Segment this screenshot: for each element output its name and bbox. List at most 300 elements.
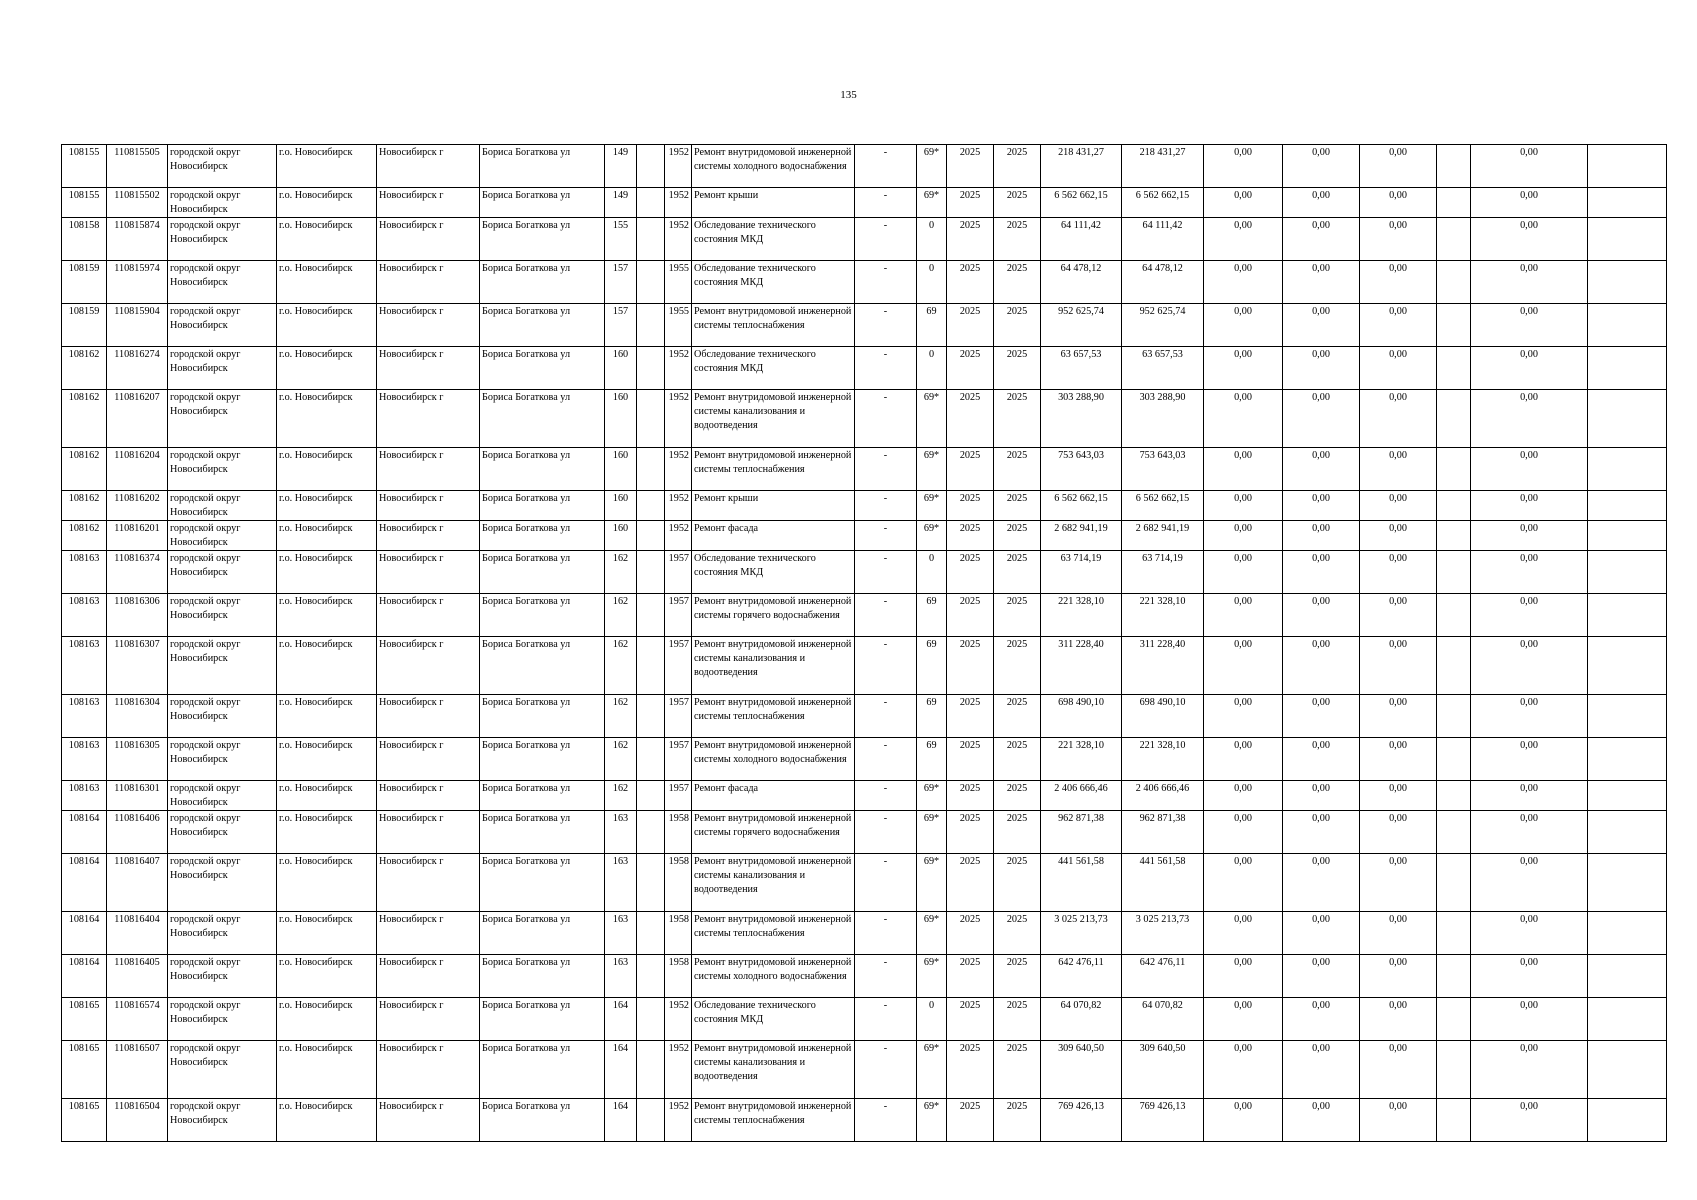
cell-okrug: городской округ Новосибирск — [168, 998, 277, 1041]
cell-zero-3: 0,00 — [1360, 551, 1437, 594]
cell-city: Новосибирск г — [377, 781, 480, 811]
cell-street: Бориса Богаткова ул — [480, 955, 605, 998]
cell-year-start: 2025 — [947, 1041, 994, 1099]
cell-year-end: 2025 — [994, 218, 1041, 261]
cell-zero-4: 0,00 — [1471, 998, 1588, 1041]
cell-work-type: Ремонт внутридомовой инженерной системы теплоснабжения — [692, 304, 855, 347]
cell-municipality: г.о. Новосибирск — [277, 448, 377, 491]
cell-id: 108163 — [62, 637, 107, 695]
cell-year-end: 2025 — [994, 448, 1041, 491]
cell-dash: - — [855, 811, 917, 854]
table-row — [62, 854, 1667, 912]
table-row — [62, 811, 1667, 854]
cell-code: 110816202 — [107, 491, 168, 521]
table-row — [62, 188, 1667, 218]
cell-empty — [637, 637, 665, 695]
cell-empty — [1588, 637, 1667, 695]
cell-zero-2: 0,00 — [1283, 637, 1360, 695]
cell-house: 164 — [605, 998, 637, 1041]
cell-dash: - — [855, 637, 917, 695]
cell-wear: 69* — [917, 1099, 947, 1142]
cell-zero-1: 0,00 — [1204, 854, 1283, 912]
cell-code: 110815874 — [107, 218, 168, 261]
cell-year-end: 2025 — [994, 347, 1041, 390]
cell-year-start: 2025 — [947, 521, 994, 551]
cell-empty — [1437, 1041, 1471, 1099]
cell-dash: - — [855, 854, 917, 912]
cell-empty — [1588, 145, 1667, 188]
cell-city: Новосибирск г — [377, 304, 480, 347]
cell-year-start: 2025 — [947, 637, 994, 695]
cell-okrug: городской округ Новосибирск — [168, 1099, 277, 1142]
cell-wear: 69* — [917, 955, 947, 998]
cell-city: Новосибирск г — [377, 637, 480, 695]
cell-zero-4: 0,00 — [1471, 1099, 1588, 1142]
cell-city: Новосибирск г — [377, 521, 480, 551]
cell-municipality: г.о. Новосибирск — [277, 551, 377, 594]
cell-zero-4: 0,00 — [1471, 261, 1588, 304]
cell-house: 162 — [605, 637, 637, 695]
cell-empty — [637, 448, 665, 491]
cell-zero-4: 0,00 — [1471, 448, 1588, 491]
cell-dash: - — [855, 551, 917, 594]
cell-work-type: Ремонт внутридомовой инженерной системы канализования и водоотведения — [692, 1041, 855, 1099]
cell-work-type: Обследование технического состояния МКД — [692, 261, 855, 304]
cell-zero-3: 0,00 — [1360, 594, 1437, 637]
cell-zero-4: 0,00 — [1471, 738, 1588, 781]
cell-year: 1952 — [665, 1099, 692, 1142]
cell-work-type: Ремонт внутридомовой инженерной системы теплоснабжения — [692, 448, 855, 491]
cell-city: Новосибирск г — [377, 218, 480, 261]
cell-wear: 69* — [917, 781, 947, 811]
cell-cost-fund: 221 328,10 — [1122, 738, 1204, 781]
cell-zero-3: 0,00 — [1360, 781, 1437, 811]
cell-year-start: 2025 — [947, 811, 994, 854]
cell-zero-4: 0,00 — [1471, 491, 1588, 521]
cell-empty — [1437, 695, 1471, 738]
cell-cost-total: 303 288,90 — [1041, 390, 1122, 448]
cell-year-start: 2025 — [947, 781, 994, 811]
cell-street: Бориса Богаткова ул — [480, 448, 605, 491]
cell-zero-1: 0,00 — [1204, 955, 1283, 998]
cell-zero-2: 0,00 — [1283, 261, 1360, 304]
cell-city: Новосибирск г — [377, 551, 480, 594]
cell-cost-fund: 311 228,40 — [1122, 637, 1204, 695]
cell-okrug: городской округ Новосибирск — [168, 218, 277, 261]
cell-year: 1952 — [665, 1041, 692, 1099]
cell-okrug: городской округ Новосибирск — [168, 955, 277, 998]
cell-empty — [1437, 738, 1471, 781]
cell-wear: 69* — [917, 491, 947, 521]
cell-wear: 69* — [917, 811, 947, 854]
cell-year: 1952 — [665, 491, 692, 521]
cell-street: Бориса Богаткова ул — [480, 188, 605, 218]
cell-house: 149 — [605, 145, 637, 188]
cell-dash: - — [855, 390, 917, 448]
table-row — [62, 1041, 1667, 1099]
cell-cost-fund: 962 871,38 — [1122, 811, 1204, 854]
cell-okrug: городской округ Новосибирск — [168, 854, 277, 912]
cell-empty — [637, 1099, 665, 1142]
cell-zero-1: 0,00 — [1204, 594, 1283, 637]
cell-empty — [1437, 955, 1471, 998]
cell-okrug: городской округ Новосибирск — [168, 390, 277, 448]
cell-dash: - — [855, 188, 917, 218]
cell-dash: - — [855, 218, 917, 261]
cell-municipality: г.о. Новосибирск — [277, 491, 377, 521]
cell-year-start: 2025 — [947, 551, 994, 594]
cell-street: Бориса Богаткова ул — [480, 218, 605, 261]
cell-street: Бориса Богаткова ул — [480, 304, 605, 347]
cell-cost-total: 63 657,53 — [1041, 347, 1122, 390]
cell-municipality: г.о. Новосибирск — [277, 188, 377, 218]
cell-cost-fund: 2 406 666,46 — [1122, 781, 1204, 811]
cell-okrug: городской округ Новосибирск — [168, 347, 277, 390]
cell-empty — [1588, 912, 1667, 955]
cell-id: 108162 — [62, 448, 107, 491]
cell-cost-total: 3 025 213,73 — [1041, 912, 1122, 955]
cell-dash: - — [855, 1099, 917, 1142]
cell-zero-1: 0,00 — [1204, 781, 1283, 811]
cell-zero-2: 0,00 — [1283, 188, 1360, 218]
cell-empty — [1437, 912, 1471, 955]
cell-street: Бориса Богаткова ул — [480, 347, 605, 390]
cell-empty — [1437, 347, 1471, 390]
cell-empty — [637, 811, 665, 854]
cell-zero-3: 0,00 — [1360, 854, 1437, 912]
cell-year: 1952 — [665, 347, 692, 390]
cell-cost-fund: 6 562 662,15 — [1122, 491, 1204, 521]
cell-code: 110816304 — [107, 695, 168, 738]
cell-cost-total: 952 625,74 — [1041, 304, 1122, 347]
cell-municipality: г.о. Новосибирск — [277, 854, 377, 912]
table-row — [62, 637, 1667, 695]
cell-dash: - — [855, 738, 917, 781]
table-body — [62, 145, 1667, 1142]
cell-year-end: 2025 — [994, 695, 1041, 738]
cell-code: 110816274 — [107, 347, 168, 390]
cell-municipality: г.о. Новосибирск — [277, 261, 377, 304]
cell-municipality: г.о. Новосибирск — [277, 955, 377, 998]
table-row — [62, 304, 1667, 347]
cell-city: Новосибирск г — [377, 1099, 480, 1142]
cell-work-type: Ремонт крыши — [692, 491, 855, 521]
cell-cost-fund: 63 714,19 — [1122, 551, 1204, 594]
cell-house: 162 — [605, 781, 637, 811]
cell-empty — [1437, 448, 1471, 491]
table-row — [62, 1099, 1667, 1142]
cell-year: 1957 — [665, 738, 692, 781]
cell-cost-total: 221 328,10 — [1041, 738, 1122, 781]
cell-zero-1: 0,00 — [1204, 491, 1283, 521]
cell-house: 164 — [605, 1041, 637, 1099]
cell-year-start: 2025 — [947, 145, 994, 188]
cell-empty — [1437, 781, 1471, 811]
cell-zero-4: 0,00 — [1471, 637, 1588, 695]
cell-city: Новосибирск г — [377, 390, 480, 448]
cell-code: 110816305 — [107, 738, 168, 781]
cell-cost-total: 311 228,40 — [1041, 637, 1122, 695]
cell-empty — [637, 781, 665, 811]
cell-work-type: Ремонт внутридомовой инженерной системы канализования и водоотведения — [692, 390, 855, 448]
cell-house: 160 — [605, 347, 637, 390]
cell-dash: - — [855, 998, 917, 1041]
cell-house: 164 — [605, 1099, 637, 1142]
cell-cost-total: 2 406 666,46 — [1041, 781, 1122, 811]
cell-code: 110815904 — [107, 304, 168, 347]
table-row — [62, 594, 1667, 637]
cell-empty — [1588, 955, 1667, 998]
cell-municipality: г.о. Новосибирск — [277, 811, 377, 854]
table-row — [62, 955, 1667, 998]
cell-house: 163 — [605, 811, 637, 854]
cell-cost-total: 962 871,38 — [1041, 811, 1122, 854]
cell-cost-total: 221 328,10 — [1041, 594, 1122, 637]
cell-wear: 69* — [917, 448, 947, 491]
cell-okrug: городской округ Новосибирск — [168, 912, 277, 955]
cell-id: 108165 — [62, 1099, 107, 1142]
cell-city: Новосибирск г — [377, 145, 480, 188]
cell-street: Бориса Богаткова ул — [480, 738, 605, 781]
cell-empty — [637, 998, 665, 1041]
cell-street: Бориса Богаткова ул — [480, 854, 605, 912]
cell-year-end: 2025 — [994, 781, 1041, 811]
cell-city: Новосибирск г — [377, 491, 480, 521]
cell-zero-1: 0,00 — [1204, 738, 1283, 781]
cell-zero-2: 0,00 — [1283, 854, 1360, 912]
cell-street: Бориса Богаткова ул — [480, 390, 605, 448]
cell-zero-3: 0,00 — [1360, 347, 1437, 390]
cell-zero-2: 0,00 — [1283, 304, 1360, 347]
cell-dash: - — [855, 145, 917, 188]
cell-house: 155 — [605, 218, 637, 261]
cell-zero-4: 0,00 — [1471, 390, 1588, 448]
cell-street: Бориса Богаткова ул — [480, 261, 605, 304]
table-row — [62, 261, 1667, 304]
cell-id: 108163 — [62, 551, 107, 594]
cell-empty — [1588, 304, 1667, 347]
cell-dash: - — [855, 491, 917, 521]
cell-empty — [637, 594, 665, 637]
cell-empty — [1588, 695, 1667, 738]
cell-empty — [637, 912, 665, 955]
cell-year: 1958 — [665, 955, 692, 998]
cell-municipality: г.о. Новосибирск — [277, 145, 377, 188]
cell-year: 1957 — [665, 637, 692, 695]
table-row — [62, 521, 1667, 551]
cell-house: 160 — [605, 390, 637, 448]
cell-street: Бориса Богаткова ул — [480, 781, 605, 811]
cell-house: 162 — [605, 695, 637, 738]
cell-zero-4: 0,00 — [1471, 218, 1588, 261]
cell-zero-2: 0,00 — [1283, 781, 1360, 811]
cell-work-type: Ремонт крыши — [692, 188, 855, 218]
cell-empty — [1437, 145, 1471, 188]
cell-year-end: 2025 — [994, 1041, 1041, 1099]
cell-cost-total: 2 682 941,19 — [1041, 521, 1122, 551]
cell-cost-fund: 64 111,42 — [1122, 218, 1204, 261]
cell-street: Бориса Богаткова ул — [480, 551, 605, 594]
cell-cost-fund: 63 657,53 — [1122, 347, 1204, 390]
cell-code: 110816406 — [107, 811, 168, 854]
cell-empty — [637, 390, 665, 448]
cell-zero-1: 0,00 — [1204, 188, 1283, 218]
cell-cost-total: 218 431,27 — [1041, 145, 1122, 188]
cell-cost-total: 769 426,13 — [1041, 1099, 1122, 1142]
cell-zero-2: 0,00 — [1283, 955, 1360, 998]
cell-empty — [637, 695, 665, 738]
cell-municipality: г.о. Новосибирск — [277, 218, 377, 261]
cell-wear: 69 — [917, 738, 947, 781]
cell-zero-4: 0,00 — [1471, 347, 1588, 390]
cell-cost-fund: 218 431,27 — [1122, 145, 1204, 188]
cell-work-type: Ремонт внутридомовой инженерной системы канализования и водоотведения — [692, 854, 855, 912]
cell-okrug: городской округ Новосибирск — [168, 188, 277, 218]
cell-id: 108162 — [62, 521, 107, 551]
cell-city: Новосибирск г — [377, 347, 480, 390]
cell-city: Новосибирск г — [377, 1041, 480, 1099]
cell-year-end: 2025 — [994, 738, 1041, 781]
cell-street: Бориса Богаткова ул — [480, 145, 605, 188]
cell-zero-3: 0,00 — [1360, 1099, 1437, 1142]
cell-cost-fund: 642 476,11 — [1122, 955, 1204, 998]
cell-empty — [1588, 491, 1667, 521]
cell-id: 108162 — [62, 390, 107, 448]
cell-empty — [1588, 998, 1667, 1041]
cell-zero-2: 0,00 — [1283, 390, 1360, 448]
cell-year: 1957 — [665, 695, 692, 738]
cell-cost-total: 64 478,12 — [1041, 261, 1122, 304]
table-row — [62, 218, 1667, 261]
cell-year-start: 2025 — [947, 390, 994, 448]
cell-work-type: Ремонт внутридомовой инженерной системы холодного водоснабжения — [692, 955, 855, 998]
cell-zero-2: 0,00 — [1283, 491, 1360, 521]
cell-work-type: Ремонт внутридомовой инженерной системы теплоснабжения — [692, 912, 855, 955]
cell-wear: 69* — [917, 521, 947, 551]
capital-repair-table — [61, 144, 1667, 1142]
cell-municipality: г.о. Новосибирск — [277, 594, 377, 637]
cell-zero-4: 0,00 — [1471, 145, 1588, 188]
cell-street: Бориса Богаткова ул — [480, 998, 605, 1041]
cell-municipality: г.о. Новосибирск — [277, 347, 377, 390]
cell-zero-2: 0,00 — [1283, 738, 1360, 781]
cell-house: 157 — [605, 261, 637, 304]
cell-zero-1: 0,00 — [1204, 637, 1283, 695]
cell-work-type: Ремонт внутридомовой инженерной системы холодного водоснабжения — [692, 738, 855, 781]
cell-empty — [637, 261, 665, 304]
cell-house: 160 — [605, 491, 637, 521]
cell-city: Новосибирск г — [377, 188, 480, 218]
cell-code: 110816307 — [107, 637, 168, 695]
table-row — [62, 738, 1667, 781]
cell-wear: 69* — [917, 912, 947, 955]
cell-cost-fund: 698 490,10 — [1122, 695, 1204, 738]
cell-year-end: 2025 — [994, 145, 1041, 188]
cell-okrug: городской округ Новосибирск — [168, 637, 277, 695]
cell-id: 108159 — [62, 261, 107, 304]
cell-empty — [637, 304, 665, 347]
table-row — [62, 491, 1667, 521]
cell-year-end: 2025 — [994, 637, 1041, 695]
cell-zero-2: 0,00 — [1283, 998, 1360, 1041]
cell-cost-fund: 3 025 213,73 — [1122, 912, 1204, 955]
cell-cost-total: 753 643,03 — [1041, 448, 1122, 491]
cell-empty — [1437, 594, 1471, 637]
cell-cost-fund: 303 288,90 — [1122, 390, 1204, 448]
cell-empty — [1437, 521, 1471, 551]
cell-zero-1: 0,00 — [1204, 145, 1283, 188]
cell-cost-fund: 441 561,58 — [1122, 854, 1204, 912]
cell-street: Бориса Богаткова ул — [480, 637, 605, 695]
cell-wear: 0 — [917, 218, 947, 261]
cell-zero-4: 0,00 — [1471, 781, 1588, 811]
cell-empty — [1437, 261, 1471, 304]
table-row — [62, 145, 1667, 188]
cell-house: 163 — [605, 912, 637, 955]
cell-empty — [1437, 637, 1471, 695]
cell-cost-total: 642 476,11 — [1041, 955, 1122, 998]
cell-dash: - — [855, 304, 917, 347]
cell-year-start: 2025 — [947, 491, 994, 521]
cell-cost-total: 698 490,10 — [1041, 695, 1122, 738]
cell-okrug: городской округ Новосибирск — [168, 695, 277, 738]
cell-wear: 69 — [917, 304, 947, 347]
cell-wear: 0 — [917, 347, 947, 390]
cell-code: 110816405 — [107, 955, 168, 998]
cell-empty — [1588, 781, 1667, 811]
cell-empty — [1588, 188, 1667, 218]
cell-municipality: г.о. Новосибирск — [277, 1099, 377, 1142]
cell-year: 1958 — [665, 811, 692, 854]
cell-street: Бориса Богаткова ул — [480, 912, 605, 955]
cell-dash: - — [855, 521, 917, 551]
cell-year-end: 2025 — [994, 912, 1041, 955]
cell-dash: - — [855, 955, 917, 998]
cell-id: 108159 — [62, 304, 107, 347]
cell-zero-2: 0,00 — [1283, 1041, 1360, 1099]
cell-year: 1952 — [665, 145, 692, 188]
cell-wear: 69* — [917, 145, 947, 188]
cell-zero-3: 0,00 — [1360, 912, 1437, 955]
cell-house: 162 — [605, 594, 637, 637]
cell-work-type: Ремонт внутридомовой инженерной системы канализования и водоотведения — [692, 637, 855, 695]
cell-cost-fund: 221 328,10 — [1122, 594, 1204, 637]
cell-empty — [1588, 1099, 1667, 1142]
cell-year: 1952 — [665, 448, 692, 491]
cell-wear: 0 — [917, 551, 947, 594]
cell-year-start: 2025 — [947, 738, 994, 781]
cell-municipality: г.о. Новосибирск — [277, 390, 377, 448]
cell-year-end: 2025 — [994, 551, 1041, 594]
cell-zero-1: 0,00 — [1204, 811, 1283, 854]
cell-cost-total: 64 070,82 — [1041, 998, 1122, 1041]
cell-work-type: Ремонт внутридомовой инженерной системы горячего водоснабжения — [692, 594, 855, 637]
cell-house: 157 — [605, 304, 637, 347]
cell-year-end: 2025 — [994, 304, 1041, 347]
cell-zero-3: 0,00 — [1360, 145, 1437, 188]
cell-code: 110816407 — [107, 854, 168, 912]
cell-street: Бориса Богаткова ул — [480, 695, 605, 738]
cell-empty — [1588, 261, 1667, 304]
cell-zero-2: 0,00 — [1283, 347, 1360, 390]
cell-zero-4: 0,00 — [1471, 955, 1588, 998]
cell-cost-fund: 2 682 941,19 — [1122, 521, 1204, 551]
cell-house: 163 — [605, 955, 637, 998]
cell-zero-1: 0,00 — [1204, 304, 1283, 347]
cell-house: 163 — [605, 854, 637, 912]
cell-street: Бориса Богаткова ул — [480, 1099, 605, 1142]
cell-empty — [1437, 491, 1471, 521]
